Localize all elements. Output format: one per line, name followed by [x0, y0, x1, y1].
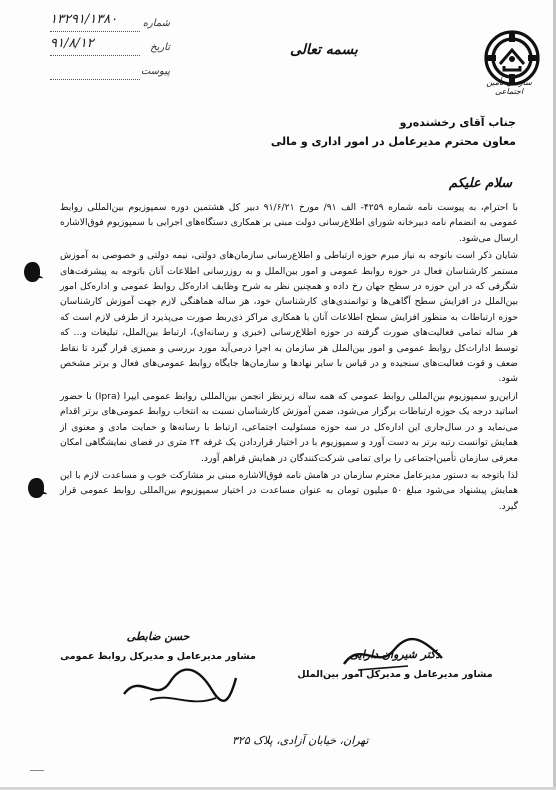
- signature-left-title: مشاور مدیرعامل و مدیرکل روابط عمومی: [60, 651, 256, 662]
- letter-date-line: [50, 55, 140, 56]
- letter-number-row: [50, 12, 170, 36]
- body-paragraph-4: لذا باتوجه به دستور مدیرعامل محترم سازمان در هامش نامه فوق‌الاشاره مبنی بر مشارکت خوب و مساعدت لازم با این همایش پیشنهاد می‌شود مبلغ ۵۰ میلیون تومان به عنوان مساعدت در اختیار سمپوزیوم بین‌المللی روابط عمومی قرار گیرد.: [60, 469, 518, 512]
- greeting: سلام علیکم: [448, 176, 512, 191]
- signature-scrawl-left: [120, 664, 240, 710]
- footer-tick: [30, 770, 44, 771]
- body-paragraph-2: شایان ذکر است باتوجه به نیاز مبرم حوزه ارتباطی و اطلاع‌رسانی سازمان‌های دولتی، نیمه دولتی و خصوصی به آموزش مستمر کارشناسان فعال در حوزه روابط عمومی و امور بین‌الملل و به روزرسانی اطلاعات آنان باتوجه به پیشرفت‌های شگرفی که در این حوزه در سطح جهان رخ داده و همچنین نظر به شرح وظایف اداره‌کل روابط عمومی و اداره‌کل امور بین‌الملل در افزایش سطح آگاهی‌ها و توانمندی‌های کارشناسان خود، هر ساله هماهنگی لازم جهت آموزش کارشناسان حوزه ارتباطات به منظور افزایش سطح اطلاعات آنان با همکاری مراکز ذی‌ربط صورت می‌پذیرد از طرفی لازم است که هر ساله تمامی فعالیت‌های صورت گرفته در حوزه اطلاع‌رسانی (خبری و رسانه‌ای)، ارتباط بین‌الملل، تبلیغات و... که توسط ادارات‌کل روابط عمومی و امور بین‌الملل هر سازمان به اجرا درمی‌آید مورد بررسی و ممیزی قرار گیرد تا نقاط ضعف و قوت فعالیت‌های سنجیده و در قیاس با سایر نهادها و سازمان‌ها جایگاه روابط عمومی‌های فعال و برتر مشخص شود.: [60, 250, 518, 385]
- letter-date-label: تاریخ: [150, 42, 170, 53]
- letter-number-line: [50, 31, 140, 32]
- signature-right-name: دکتر شیروان دارایی: [349, 648, 441, 661]
- letter-date-value: ۹۱/۸/۱۲: [50, 36, 94, 51]
- punch-mark-tail: [38, 492, 47, 497]
- punch-mark-tail: [34, 276, 43, 281]
- addressee-title: معاون محترم مدیرعامل در امور اداری و مالی: [270, 135, 516, 148]
- signature-left-name: حسن ضابطی: [126, 630, 190, 643]
- body-paragraph-3: ازاین‌رو سمپوزیوم بین‌المللی روابط عمومی که همه ساله زیرنظر انجمن بین‌المللی روابط عمومی ایپرا (Ipra) با حضور اساتید درجه یک حوزه ارتباطات برگزار می‌شود، ضمن آموزش کارشناسان نسبت به انتخاب روابط عمومی‌های برتر اقدام می‌نماید و در سال‌جاری این اداره‌کل در سه حوزه مسئولیت اجتماعی، ارتباط با رسانه‌ها و حمایت مادی و معنوی از همایش توانست رتبه برتر به دست آورد و سمپوزیوم با در اختیار قراردادن یک غرفه ۲۴ متری در فضای نمایشگاهی امکان معرفی سازمان تأمین‌اجتماعی را برای تمامی شرکت‌کنندگان در همایش فراهم آورد.: [60, 390, 518, 464]
- letter-number-value: ۱۳۲۹۱/۱۳۸۰: [50, 12, 118, 27]
- signature-scrawl-right: [338, 636, 448, 676]
- letter-meta: [50, 12, 170, 84]
- letter-attachment-row: [50, 60, 170, 84]
- addressee-name: جناب آقای رخشنده‌رو: [399, 116, 516, 129]
- letter-attachment-line: [50, 79, 140, 80]
- signature-left: [58, 630, 258, 662]
- letter-attachment-label: پیوست: [140, 66, 170, 77]
- organization-name: سازمان تأمین اجتماعی: [486, 78, 532, 96]
- body-paragraph-1: با احترام، به پیوست نامه شماره ۴۲۵۹- الف ۹۱/ مورخ ۹۱/۶/۲۱ دبیر کل هشتمین دوره سمپوزیوم بین‌المللی روابط عمومی به انضمام نامه دبیرخانه شورای اطلاع‌رسانی دولت مبنی بر همکاری دستگاه‌های اجرایی با سمپوزیوم فوق‌الاشاره ارسال می‌شود.: [60, 202, 518, 244]
- footer-address: تهران، خیابان آزادی، پلاک ۳۲۵: [232, 734, 369, 747]
- letter-date-row: [50, 36, 170, 60]
- signature-right-title: مشاور مدیرعامل و مدیرکل امور بین‌الملل: [297, 669, 493, 680]
- invocation-heading: بسمه تعالی: [290, 42, 358, 58]
- addressee-block: [271, 113, 516, 151]
- letter-number-label: شماره: [142, 18, 170, 29]
- letter-body: [60, 200, 518, 516]
